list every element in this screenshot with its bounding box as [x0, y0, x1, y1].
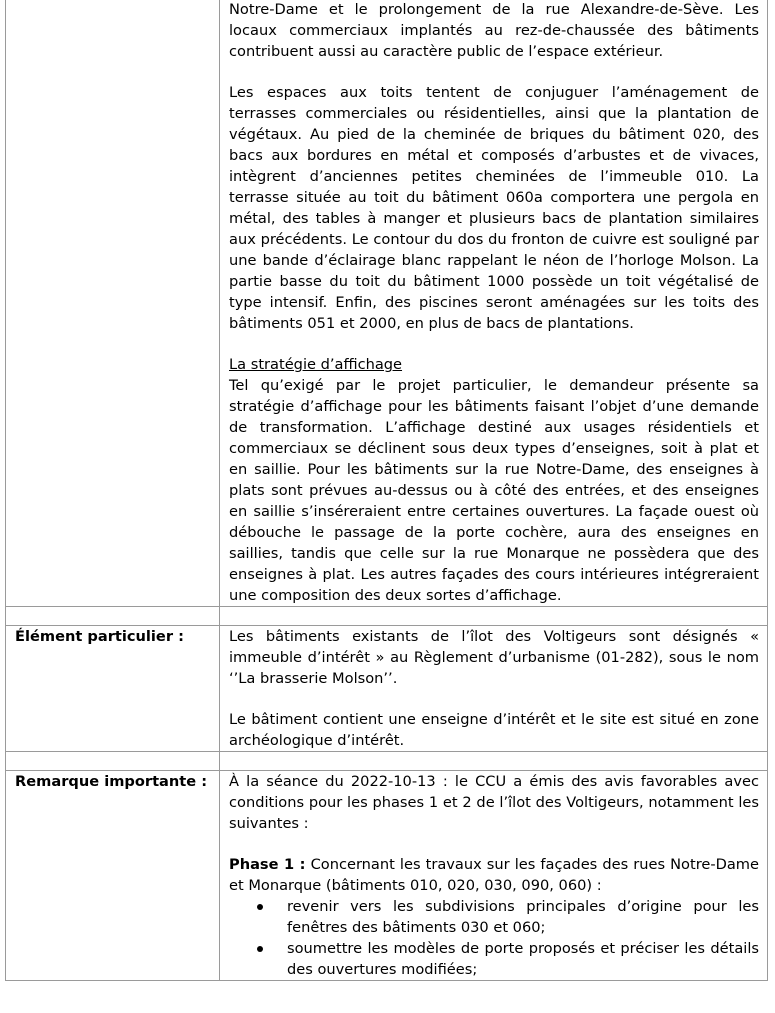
heading-signage-strategy: La stratégie d’affichage: [229, 356, 403, 373]
paragraph-designation: Les bâtiments existants de l’îlot des Voltigeurs sont désignés « immeuble d’intérêt » au Règlement d’urbanisme (01-282), sous le nom ‘’La brasserie Molson’’.: [229, 628, 759, 687]
empty-label-cell: [6, 0, 220, 607]
paragraph-rooftops: Les espaces aux toits tentent de conjuguer l’aménagement de terrasses commerciales ou résidentielles, ainsi que la plantation de végétaux. Au pied de la cheminée de briques du bâtiment 020, des bacs aux bordures en métal et composés d’arbustes et de vivaces, intègrent d’anciennes petites cheminées de l’immeuble 010. La terrasse située au toit du bâtiment 060a comportera une pergola en métal, des tables à manger et plusieurs bacs de plantation similaires aux précédents. Le contour du dos du fronton de cuivre est souligné par une bande d’éclairage blanc rappelant le néon de l’horloge Molson. La partie basse du toit du bâtiment 1000 possède un toit végétalisé de type intensif. Enfin, des piscines seront aménagées sur les toits des bâtiments 051 et 2000, en plus de bacs de plantations.: [229, 84, 759, 332]
paragraph-phase-1: [229, 854, 759, 896]
list-item: [287, 896, 759, 938]
list-item-text: soumettre les modèles de porte proposés et préciser les détails des ouvertures modifiées;: [287, 940, 759, 978]
remarque-cell: [220, 771, 768, 981]
label-remarque-importante: Remarque importante :: [6, 771, 220, 981]
table-row-remarque: [6, 771, 768, 981]
conditions-list: [229, 896, 759, 980]
list-item: [287, 938, 759, 980]
phase-text: Concernant les travaux sur les façades des rues Notre-Dame et Monarque (bâtiments 010, 020, 030, 090, 060) :: [229, 856, 759, 894]
element-particulier-cell: [220, 626, 768, 752]
document-table: [5, 0, 768, 981]
paragraph-public-space: Notre-Dame et le prolongement de la rue Alexandre-de-Sève. Les locaux commerciaux implantés au rez-de-chaussée des bâtiments contribuent aussi au caractère public de l’espace extérieur.: [229, 1, 759, 60]
bullet-icon: [257, 904, 263, 910]
label-element-particulier: Élément particulier :: [6, 626, 220, 752]
table-row-spacer: [6, 752, 768, 771]
bullet-icon: [257, 946, 263, 952]
paragraph-signage-strategy: Tel qu’exigé par le projet particulier, le demandeur présente sa stratégie d’affichage pour les bâtiments faisant l’objet d’une demande de transformation. L’affichage destiné aux usages résidentiels et commerciaux se déclinent sous deux types d’enseignes, soit à plat et en saillie. Pour les bâtiments sur la rue Notre-Dame, des enseignes à plats sont prévues au-dessus ou à côté des entrées, et des enseignes en saillie s’inséreraient entre certaines ouvertures. La façade ouest où débouche le passage de la porte cochère, aura des enseignes en saillies, tandis que celle sur la rue Monarque ne possèdera que des enseignes à plat. Les autres façades des cours intérieures intégreraient une composition des deux sortes d’affichage.: [229, 377, 759, 604]
phase-label: Phase 1 :: [229, 856, 306, 873]
paragraph-archeology: Le bâtiment contient une enseigne d’intérêt et le site est situé en zone archéologique d’intérêt.: [229, 711, 759, 749]
list-item-text: revenir vers les subdivisions principales d’origine pour les fenêtres des bâtiments 030 et 060;: [287, 898, 759, 936]
table-row-spacer: [6, 607, 768, 626]
table-row-description: [6, 0, 768, 607]
description-cell: [220, 0, 768, 607]
paragraph-ccu-session: À la séance du 2022-10-13 : le CCU a émis des avis favorables avec conditions pour les phases 1 et 2 de l’îlot des Voltigeurs, notamment les suivantes :: [229, 773, 759, 832]
table-row-element-particulier: [6, 626, 768, 752]
